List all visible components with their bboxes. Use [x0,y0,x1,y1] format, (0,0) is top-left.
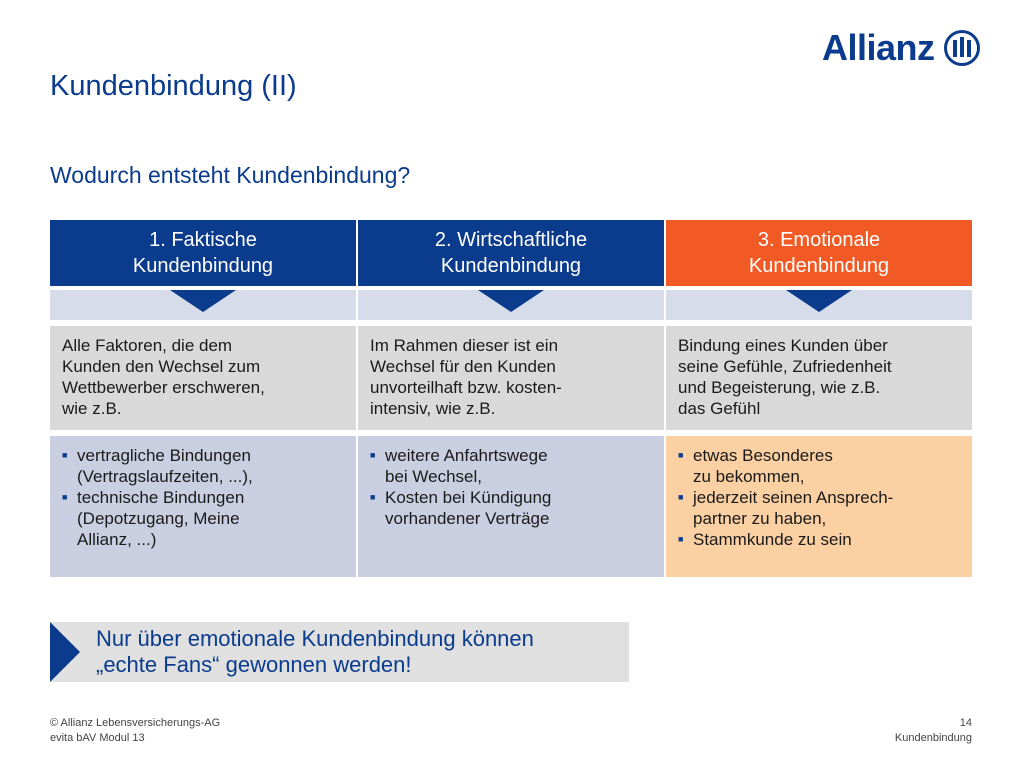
logo-wordmark: Allianz [822,27,935,68]
arrow-band [50,290,356,320]
column-wirtschaftliche [358,220,664,577]
page-number: 14 [959,717,972,729]
example-list [666,436,972,577]
footer-left [50,716,220,746]
callout-text: Nur über emotionale Kundenbindung können „echte Fans“ gewonnen werden! [96,626,534,677]
square-bullet-icon: ■ [370,492,376,502]
chevron-right-icon [50,622,80,682]
column-description: Bindung eines Kunden über seine Gefühle, Zufriedenheit und Begeisterung, wie z.B. das Gefühl [666,326,972,430]
column-faktische [50,220,356,577]
arrow-band [666,290,972,320]
square-bullet-icon: ■ [62,492,68,502]
list-item: ■ Stammkunde zu sein [678,530,852,549]
square-bullet-icon: ■ [370,450,376,460]
square-bullet-icon: ■ [62,450,68,460]
allianz-logo [822,28,981,68]
column-description: Im Rahmen dieser ist ein Wechsel für den Kunden unvorteilhaft bzw. kosten- intensiv, wie z.B. [358,326,664,430]
footer-section: Kundenbindung [894,732,972,744]
column-header: 1. Faktische Kundenbindung [50,220,356,286]
footer-module: evita bAV Modul 13 [50,732,145,744]
example-list [358,436,664,577]
list-item: ■ jederzeit seinen Ansprech- partner zu haben, [678,488,894,528]
square-bullet-icon: ■ [678,450,684,460]
example-list [50,436,356,577]
square-bullet-icon: ■ [678,534,684,544]
column-description: Alle Faktoren, die dem Kunden den Wechsel zum Wettbewerber erschweren, wie z.B. [50,326,356,430]
footer-copyright: © Allianz Lebensversicherungs-AG [50,717,221,729]
down-arrow-icon [786,290,852,312]
list-item: ■ etwas Besonderes zu bekommen, [678,446,833,486]
down-arrow-icon [478,290,544,312]
column-emotionale [666,220,972,577]
allianz-eagle-icon [943,29,981,67]
down-arrow-icon [170,290,236,312]
square-bullet-icon: ■ [678,492,684,502]
list-item: ■ vertragliche Bindungen (Vertragslaufzeiten, ...), [62,446,253,486]
arrow-band [358,290,664,320]
column-header: 2. Wirtschaftliche Kundenbindung [358,220,664,286]
list-item: ■ technische Bindungen (Depotzugang, Meine Allianz, ...) [62,488,245,549]
list-item: ■ weitere Anfahrtswege bei Wechsel, [370,446,548,486]
page-subtitle: Wodurch entsteht Kundenbindung? [50,162,411,188]
column-header: 3. Emotionale Kundenbindung [666,220,972,286]
page-title: Kundenbindung (II) [50,70,297,102]
list-item: ■ Kosten bei Kündigung vorhandener Verträge [370,488,552,528]
footer-right [895,716,972,746]
key-message-callout [50,622,629,682]
